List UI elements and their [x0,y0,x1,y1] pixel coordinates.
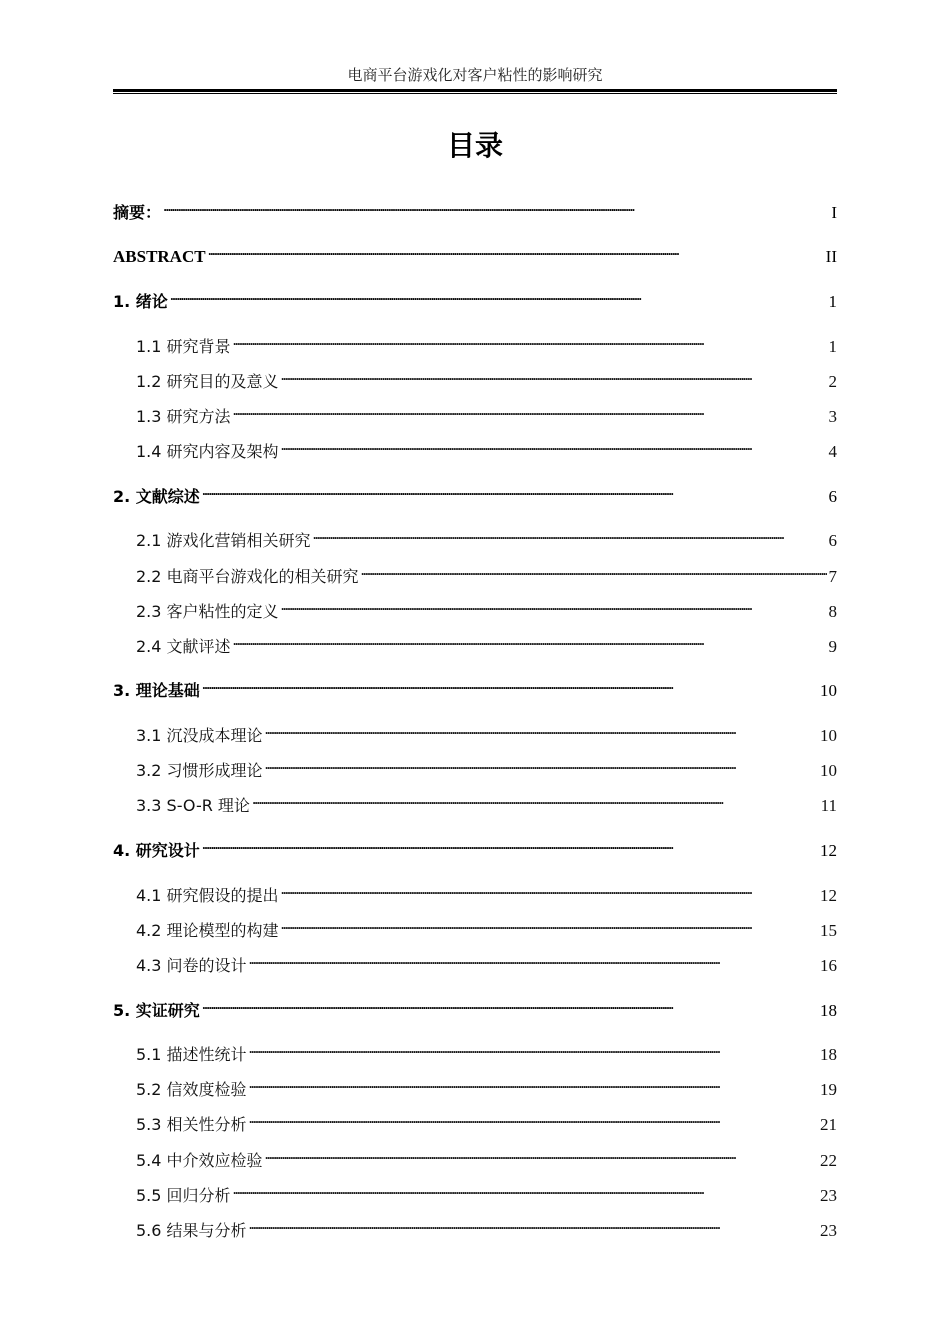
header-rule [113,89,837,94]
toc-entry-label: 4.2 理论模型的构建 [136,921,279,940]
toc-entry-page: 18 [820,1001,837,1020]
toc-entry-label: 4.1 研究假设的提出 [136,886,279,905]
toc-entry-label: 1.2 研究目的及意义 [136,372,279,391]
toc-leader-dots [202,478,827,502]
toc-entry-label: 1.3 研究方法 [136,407,231,426]
toc-entry-section-2-4[interactable] [113,628,837,659]
toc-leader-dots [252,787,819,811]
toc-entry-label: ABSTRACT [113,247,206,266]
toc-leader-dots [249,1071,818,1095]
toc-leader-dots [265,752,818,776]
toc-entry-section-1-3[interactable] [113,398,837,429]
toc-entry-page: 12 [820,886,837,905]
toc-entry-page: I [831,203,837,222]
toc-entry-chapter-3[interactable] [113,672,837,703]
toc-entry-page: 10 [820,761,837,780]
toc-leader-dots [249,1106,818,1130]
toc-leader-dots [163,194,829,218]
toc-leader-dots [281,363,827,387]
toc-entry-chapter-1[interactable] [113,283,837,314]
running-header: 电商平台游戏化对客户粘性的影响研究 [347,68,603,84]
toc-leader-dots [361,558,827,582]
toc-entry-label: 4. 研究设计 [113,841,200,860]
toc-entry-label: 3.2 习惯形成理论 [136,761,263,780]
toc-leader-dots [233,398,827,422]
toc-entry-page: 23 [820,1221,837,1240]
toc-leader-dots [202,832,818,856]
toc-entry-section-2-2[interactable] [113,558,837,589]
toc-entry-page: 11 [820,796,837,815]
toc-entry-section-5-2[interactable] [113,1071,837,1102]
toc-entry-page: 6 [828,531,837,550]
toc-entry-section-5-6[interactable] [113,1212,837,1243]
toc-title: 目录 [446,129,503,162]
toc-leader-dots [170,283,827,307]
toc-entry-label: 2.2 电商平台游戏化的相关研究 [136,567,359,586]
toc-entry-section-2-3[interactable] [113,593,837,624]
toc-entry-label: 摘要： [113,203,162,222]
toc-leader-dots [233,1177,818,1201]
toc-entry-page: 3 [828,407,837,426]
toc-entry-chapter-5[interactable] [113,992,837,1023]
toc-leader-dots [281,593,827,617]
toc-entry-page: 16 [820,956,837,975]
toc-entry-page: 1 [828,292,837,311]
toc-entry-page: 22 [820,1151,837,1170]
toc-entry-label: 4.3 问卷的设计 [136,956,247,975]
toc-entry-section-4-1[interactable] [113,877,837,908]
toc-entry-label: 2. 文献综述 [113,487,200,506]
toc-entry-section-3-1[interactable] [113,717,837,748]
toc-entry-section-1-1[interactable] [113,328,837,359]
toc-leader-dots [281,877,818,901]
toc-entry-label: 1. 绪论 [113,292,168,311]
toc-leader-dots [249,1036,818,1060]
toc-entry-page: 9 [828,637,837,656]
toc-entry-label: 2.4 文献评述 [136,637,231,656]
toc-entry-label: 5.3 相关性分析 [136,1115,247,1134]
toc-entry-label: 3.3 S-O-R 理论 [136,796,250,815]
toc-entry-page: 21 [820,1115,837,1134]
toc-leader-dots [265,717,818,741]
toc-entry-section-4-3[interactable] [113,947,837,978]
toc-leader-dots [249,947,818,971]
toc-entry-label: 2.1 游戏化营销相关研究 [136,531,311,550]
toc-entry-abstract-cn[interactable] [113,194,837,225]
toc-leader-dots [281,912,818,936]
toc-entry-section-5-3[interactable] [113,1106,837,1137]
toc-entry-page: 1 [828,337,837,356]
toc-leader-dots [233,628,827,652]
toc-entry-section-5-1[interactable] [113,1036,837,1067]
toc-entry-abstract-en[interactable] [113,238,837,269]
toc-entry-label: 1.1 研究背景 [136,337,231,356]
toc-entry-label: 1.4 研究内容及架构 [136,442,279,461]
toc-entry-page: II [825,247,837,266]
toc-entry-label: 5.6 结果与分析 [136,1221,247,1240]
toc-leader-dots [265,1142,818,1166]
toc-entry-label: 2.3 客户粘性的定义 [136,602,279,621]
toc-entry-section-4-2[interactable] [113,912,837,943]
toc-entry-section-5-5[interactable] [113,1177,837,1208]
toc-entry-section-5-4[interactable] [113,1142,837,1173]
toc-entry-page: 8 [828,602,837,621]
toc-entry-section-1-4[interactable] [113,433,837,464]
toc-entry-label: 5.1 描述性统计 [136,1045,247,1064]
toc-entry-chapter-4[interactable] [113,832,837,863]
toc-entry-label: 5.5 回归分析 [136,1186,231,1205]
toc-leader-dots [281,433,827,457]
toc-leader-dots [202,672,818,696]
toc-entry-page: 19 [820,1080,837,1099]
toc-entry-page: 23 [820,1186,837,1205]
toc-entry-section-1-2[interactable] [113,363,837,394]
toc-entry-page: 4 [828,442,837,461]
toc-entry-label: 3.1 沉没成本理论 [136,726,263,745]
toc-entry-page: 15 [820,921,837,940]
toc-entry-page: 10 [820,681,837,700]
toc-entry-label: 3. 理论基础 [113,681,200,700]
toc-entry-label: 5.4 中介效应检验 [136,1151,263,1170]
toc-leader-dots [208,238,824,262]
toc-entry-page: 7 [828,567,837,586]
toc-entry-label: 5. 实证研究 [113,1001,200,1020]
toc-leader-dots [313,522,827,546]
toc-entry-page: 12 [820,841,837,860]
toc-entry-page: 10 [820,726,837,745]
toc-entry-label: 5.2 信效度检验 [136,1080,247,1099]
toc-entry-page: 2 [828,372,837,391]
toc-entry-section-2-1[interactable] [113,522,837,553]
toc-leader-dots [233,328,827,352]
toc-leader-dots [202,992,818,1016]
toc-entry-page: 18 [820,1045,837,1064]
toc-entry-section-3-3[interactable] [113,787,837,818]
toc-entry-page: 6 [828,487,837,506]
toc-leader-dots [249,1212,818,1236]
toc-entry-chapter-2[interactable] [113,478,837,509]
toc-entry-section-3-2[interactable] [113,752,837,783]
